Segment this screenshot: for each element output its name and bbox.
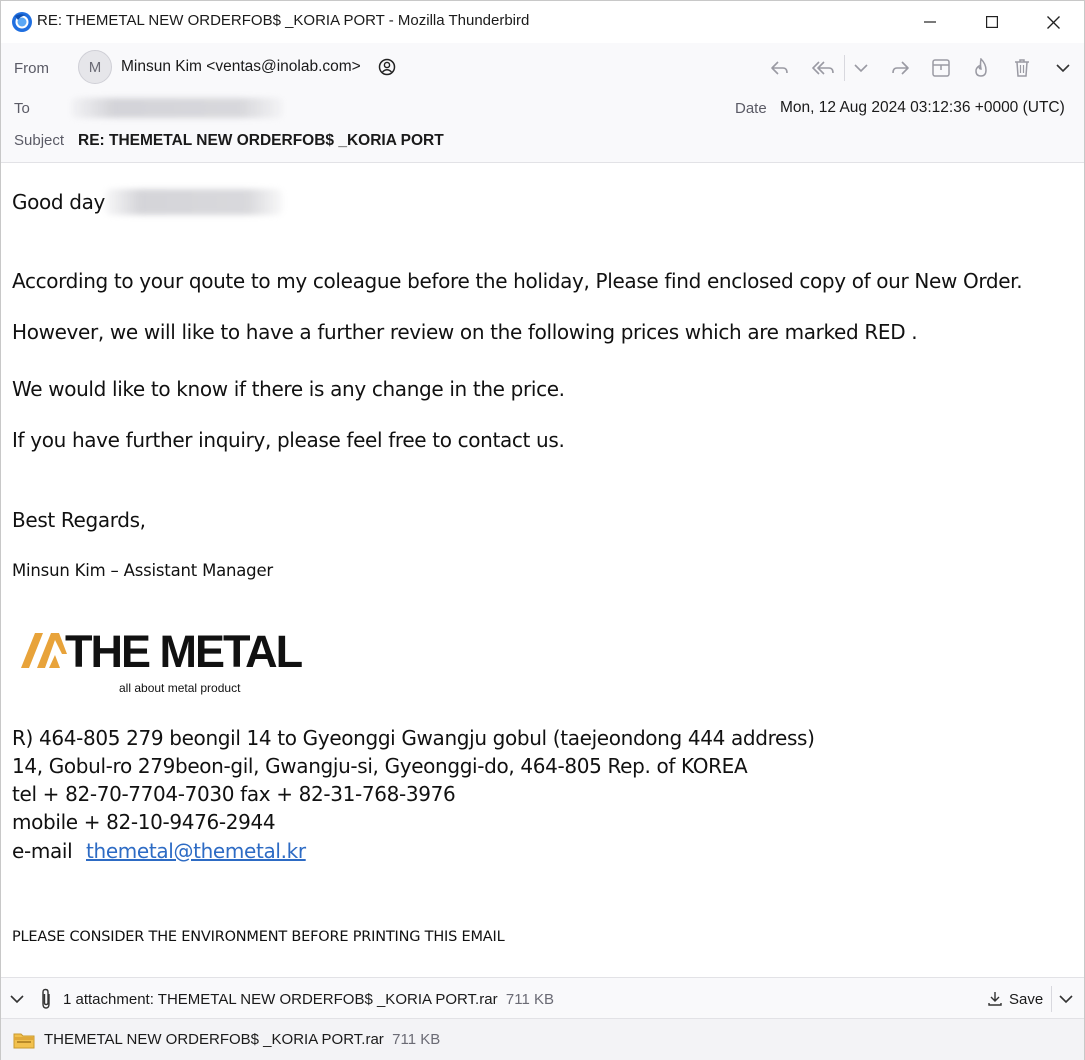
email-link[interactable]: themetal@themetal.kr	[86, 839, 306, 863]
reply-options-dropdown[interactable]	[846, 53, 876, 83]
close-icon	[1047, 16, 1060, 29]
chevron-down-icon	[1056, 63, 1070, 73]
signature-name: Minsun Kim – Assistant Manager	[12, 561, 273, 580]
attachment-file-name: THEMETAL NEW ORDERFOB$ _KORIA PORT.rar	[44, 1031, 384, 1048]
save-button[interactable]	[987, 986, 1043, 1012]
subject-label: Subject	[14, 132, 65, 149]
title-bar	[1, 1, 1084, 43]
save-options-chevron-icon[interactable]	[1059, 994, 1073, 1004]
greeting: Good day	[12, 190, 106, 214]
email-label: e-mail	[12, 839, 73, 863]
attachment-file[interactable]	[44, 1031, 440, 1048]
trash-icon	[1013, 58, 1031, 78]
paperclip-icon	[39, 988, 53, 1010]
subject-value: RE: THEMETAL NEW ORDERFOB$ _KORIA PORT	[78, 132, 444, 149]
flame-icon	[972, 58, 990, 78]
from-address[interactable]: Minsun Kim <ventas@inolab.com>	[121, 58, 361, 75]
toolbar-divider	[844, 55, 845, 81]
body-line-3: We would like to know if there is any change in the price.	[12, 377, 565, 401]
attachment-summary-text: 1 attachment: THEMETAL NEW ORDERFOB$ _KORIA PORT.rar	[63, 991, 498, 1008]
archive-button[interactable]	[926, 53, 956, 83]
reply-button[interactable]	[765, 53, 795, 83]
forward-icon	[890, 59, 910, 77]
chevron-down-icon[interactable]	[10, 994, 24, 1004]
save-label: Save	[1009, 990, 1044, 1008]
logo-tagline: all about metal product	[119, 681, 241, 695]
save-divider	[1051, 986, 1052, 1012]
thunderbird-icon	[11, 11, 33, 33]
forward-button[interactable]	[885, 53, 915, 83]
message-body	[1, 164, 1084, 976]
minimize-button[interactable]	[899, 1, 961, 43]
reply-icon	[770, 59, 790, 77]
reply-all-icon	[812, 59, 836, 77]
attachment-summary[interactable]	[63, 991, 554, 1008]
attachment-bar[interactable]	[1, 977, 1084, 1019]
address-line-2: 14, Gobul-ro 279beon-gil, Gwangju-si, Gyeonggi-do, 464-805 Rep. of KOREA	[12, 754, 748, 778]
window-title: RE: THEMETAL NEW ORDERFOB$ _KORIA PORT - Mozilla Thunderbird	[37, 12, 530, 29]
redacted-name	[105, 189, 283, 215]
body-line-2: However, we will like to have a further review on the following prices which are marked RED .	[12, 320, 918, 344]
the-metal-logo	[19, 621, 319, 701]
environment-note: PLEASE CONSIDER THE ENVIRONMENT BEFORE PRINTING THIS EMAIL	[12, 929, 505, 945]
minimize-icon	[924, 16, 936, 28]
redacted-recipient	[71, 98, 283, 118]
chevron-down-icon	[854, 63, 868, 73]
delete-button[interactable]	[1007, 53, 1037, 83]
avatar: M	[78, 50, 112, 84]
body-line-4: If you have further inquiry, please feel free to contact us.	[12, 428, 565, 452]
message-header	[1, 43, 1084, 163]
maximize-icon	[986, 16, 998, 28]
mobile-number: mobile + 82-10-9476-2944	[12, 810, 276, 834]
junk-button[interactable]	[966, 53, 996, 83]
reply-all-button[interactable]	[809, 53, 839, 83]
contact-icon[interactable]	[377, 57, 397, 77]
closing-regards: Best Regards,	[12, 508, 146, 532]
archive-file-icon	[13, 1031, 35, 1049]
archive-icon	[931, 58, 951, 78]
attachment-item[interactable]	[1, 1019, 1084, 1060]
date-value: Mon, 12 Aug 2024 03:12:36 +0000 (UTC)	[780, 99, 1065, 116]
body-line-1: According to your qoute to my coleague before the holiday, Please find enclosed copy of our New Order.	[12, 269, 1023, 293]
to-label: To	[14, 100, 30, 117]
date-label: Date	[735, 100, 767, 117]
phone-fax: tel + 82-70-7704-7030 fax + 82-31-768-3976	[12, 782, 456, 806]
attachment-file-size: 711 KB	[392, 1031, 441, 1048]
more-actions-dropdown[interactable]	[1048, 53, 1078, 83]
attachment-summary-size: 711 KB	[505, 991, 554, 1008]
logo-wordmark: THE METAL	[65, 626, 302, 677]
download-icon	[987, 991, 1003, 1007]
address-line-1: R) 464-805 279 beongil 14 to Gyeonggi Gwangju gobul (taejeondong 444 address)	[12, 726, 815, 750]
from-label: From	[14, 60, 49, 77]
close-button[interactable]	[1022, 1, 1084, 43]
maximize-button[interactable]	[961, 1, 1023, 43]
